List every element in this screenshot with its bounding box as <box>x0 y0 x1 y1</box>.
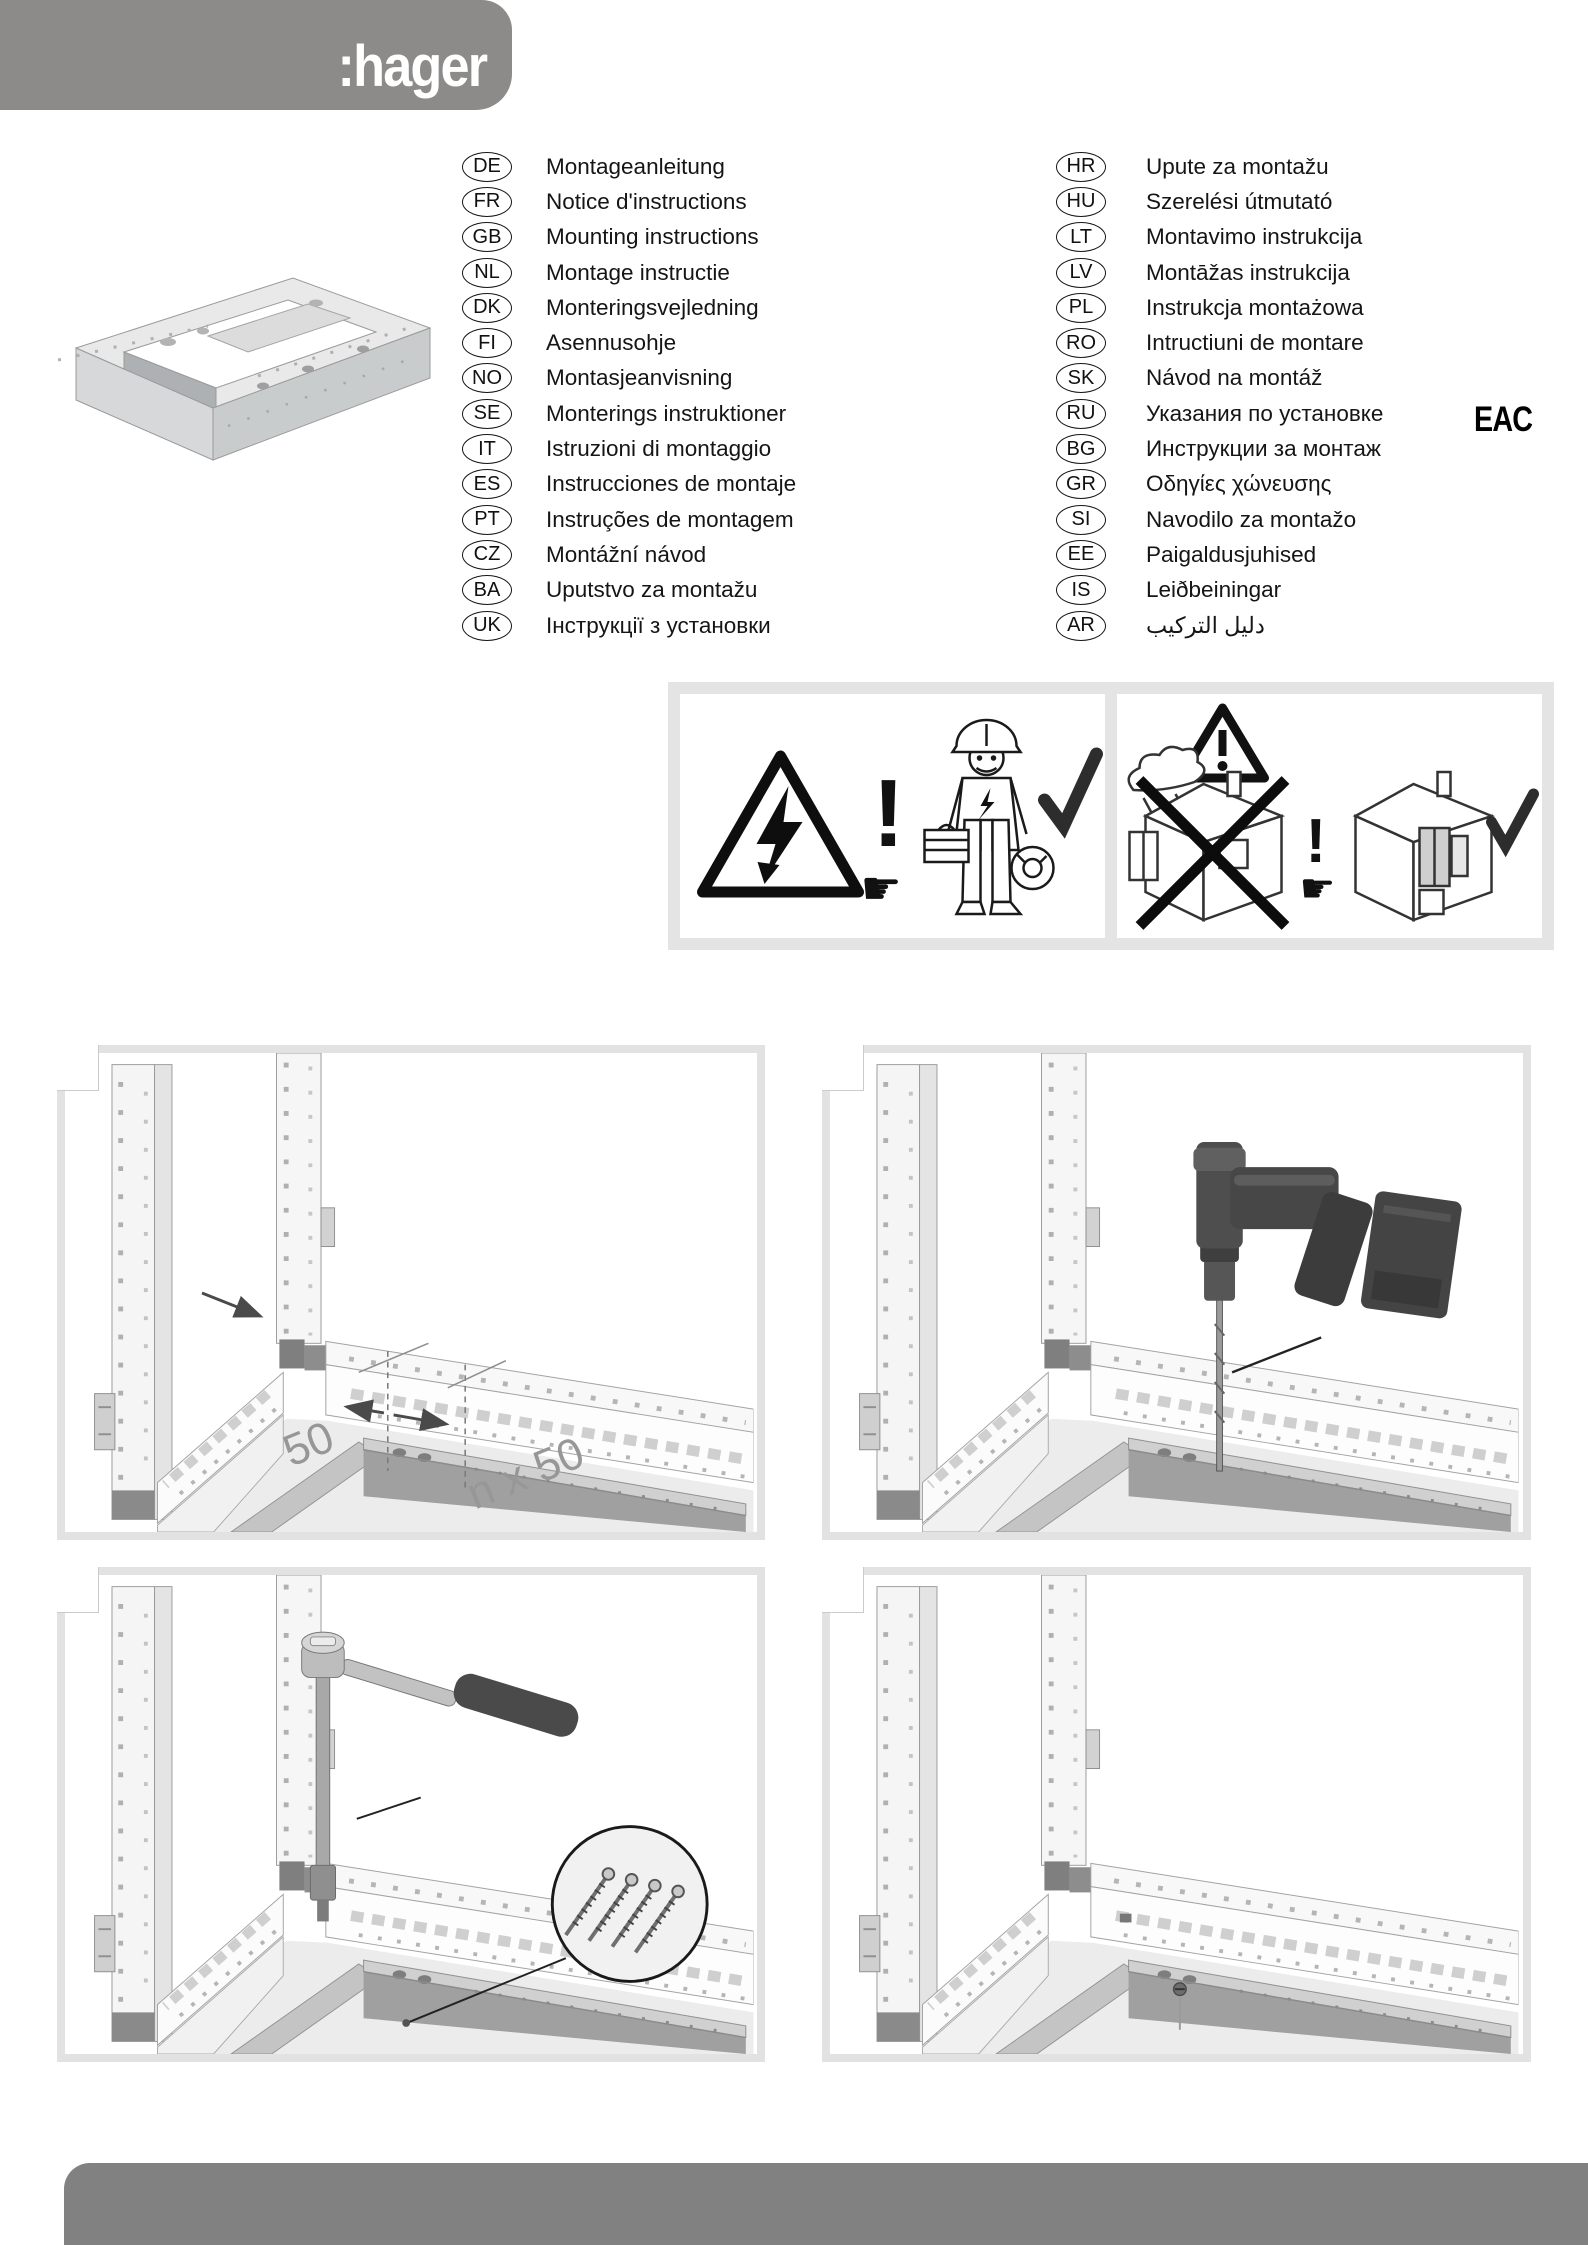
safety-cell-indoor-use <box>1117 694 1542 938</box>
language-label: Navodilo za montažo <box>1146 506 1357 532</box>
language-code-badge: SK <box>1056 363 1106 393</box>
language-label: Návod na montáž <box>1146 365 1323 391</box>
language-label: Monterings instruktioner <box>546 400 787 426</box>
language-row <box>462 431 1022 466</box>
language-row <box>462 184 1022 219</box>
language-label: Інструкції з установки <box>546 612 771 638</box>
language-code-badge: GB <box>462 222 512 252</box>
language-label: Montasjeanvisning <box>546 365 733 391</box>
language-label: Uputstvo za montažu <box>546 577 758 603</box>
safety-notice-box <box>668 682 1554 950</box>
language-label: Instrukcja montażowa <box>1146 294 1364 320</box>
step-panel-finished <box>822 1567 1531 2062</box>
language-code-badge: LV <box>1056 258 1106 288</box>
language-row <box>1056 502 1576 537</box>
language-list-left <box>462 149 1022 643</box>
footer-bar <box>64 2163 1588 2245</box>
language-row <box>462 573 1022 608</box>
language-label: Montavimo instrukcija <box>1146 224 1363 250</box>
language-label: Asennusohje <box>546 330 677 356</box>
language-row <box>462 537 1022 572</box>
dim-label-50: 50 <box>276 1412 341 1477</box>
language-row <box>462 325 1022 360</box>
language-row <box>1056 537 1576 572</box>
language-code-badge: IT <box>462 434 512 464</box>
language-code-badge: EE <box>1056 540 1106 570</box>
language-code-badge: NO <box>462 363 512 393</box>
checkmark-icon <box>1045 754 1097 826</box>
language-code-badge: DE <box>462 152 512 182</box>
dim-label-n-x-50: n x 50 <box>460 1428 592 1520</box>
language-label: Intructiuni de montare <box>1146 330 1364 356</box>
language-code-badge: NL <box>462 258 512 288</box>
language-row <box>1056 361 1576 396</box>
language-label: Upute za montažu <box>1146 153 1329 179</box>
language-code-badge: PL <box>1056 293 1106 323</box>
panel-corner-notch <box>822 1567 864 1613</box>
step-panel-mark-positions <box>57 1045 765 1540</box>
language-code-badge: HR <box>1056 152 1106 182</box>
panel-corner-notch <box>822 1045 864 1091</box>
exclamation-icon: ! <box>872 760 905 867</box>
safety-cell-qualified-electrician <box>680 694 1105 938</box>
language-label: Montage instructie <box>546 259 730 285</box>
language-label: Monteringsvejledning <box>546 294 759 320</box>
language-row <box>1056 608 1576 643</box>
electrician-icon <box>925 720 1054 914</box>
language-code-badge: CZ <box>462 540 512 570</box>
language-row <box>1056 290 1576 325</box>
panel-corner-notch <box>57 1567 99 1613</box>
language-code-badge: GR <box>1056 469 1106 499</box>
language-row <box>462 220 1022 255</box>
language-list-right <box>1056 149 1576 643</box>
eac-certification-mark: EAC <box>1474 400 1533 439</box>
language-row <box>1056 184 1576 219</box>
language-code-badge: RU <box>1056 399 1106 429</box>
language-code-badge: FI <box>462 328 512 358</box>
language-row <box>1056 325 1576 360</box>
language-label: Szerelési útmutató <box>1146 188 1333 214</box>
pointing-hand-icon: ☛ <box>860 862 902 914</box>
language-code-badge: RO <box>1056 328 1106 358</box>
language-code-badge: BG <box>1056 434 1106 464</box>
language-code-badge: DK <box>462 293 512 323</box>
language-code-badge: AR <box>1056 611 1106 641</box>
hager-logo-bar <box>0 0 512 110</box>
language-row <box>1056 255 1576 290</box>
language-label: Leiðbeiningar <box>1146 577 1282 603</box>
hager-logo: :hager <box>337 34 486 99</box>
language-label: Οδηγίες χώνευσης <box>1146 471 1332 497</box>
language-row <box>1056 573 1576 608</box>
checkmark-icon <box>1492 794 1534 846</box>
language-row <box>462 502 1022 537</box>
language-label: Notice d'instructions <box>546 188 747 214</box>
language-row <box>462 290 1022 325</box>
language-code-badge: IS <box>1056 575 1106 605</box>
language-label: Montageanleitung <box>546 153 725 179</box>
language-label: Mounting instructions <box>546 224 759 250</box>
language-row <box>1056 149 1576 184</box>
language-row <box>462 608 1022 643</box>
language-row <box>462 255 1022 290</box>
language-label: Paigaldusjuhised <box>1146 541 1317 567</box>
panel-corner-notch <box>57 1045 99 1091</box>
language-row <box>462 149 1022 184</box>
step-panel-fasten-screws <box>57 1567 765 2062</box>
language-label: Инструкции за монтаж <box>1146 436 1381 462</box>
language-label: دليل التركيب <box>1146 612 1265 638</box>
language-code-badge: FR <box>462 187 512 217</box>
language-code-badge: BA <box>462 575 512 605</box>
language-label: Instrucciones de montaje <box>546 471 797 497</box>
language-row <box>1056 467 1576 502</box>
language-row <box>1056 220 1576 255</box>
language-row <box>462 467 1022 502</box>
exclamation-icon: ! <box>1305 807 1327 876</box>
language-code-badge: PT <box>462 505 512 535</box>
language-label: Montážní návod <box>546 541 707 567</box>
language-label: Istruzioni di montaggio <box>546 436 772 462</box>
language-code-badge: UK <box>462 611 512 641</box>
language-row <box>462 361 1022 396</box>
plinth-frame-illustration <box>58 256 450 488</box>
step-panel-drill-holes <box>822 1045 1531 1540</box>
language-row <box>462 396 1022 431</box>
language-label: Montāžas instrukcija <box>1146 259 1350 285</box>
language-code-badge: LT <box>1056 222 1106 252</box>
pointing-hand-icon: ☛ <box>1299 867 1336 911</box>
language-code-badge: HU <box>1056 187 1106 217</box>
language-label: Instruções de montagem <box>546 506 794 532</box>
house-indoor-ok-icon <box>1356 772 1492 920</box>
house-outdoor-crossed-icon <box>1130 772 1286 926</box>
language-label: Указания по установке <box>1146 400 1384 426</box>
electric-hazard-triangle-icon <box>703 756 859 892</box>
language-code-badge: SI <box>1056 505 1106 535</box>
language-code-badge: SE <box>462 399 512 429</box>
language-code-badge: ES <box>462 469 512 499</box>
